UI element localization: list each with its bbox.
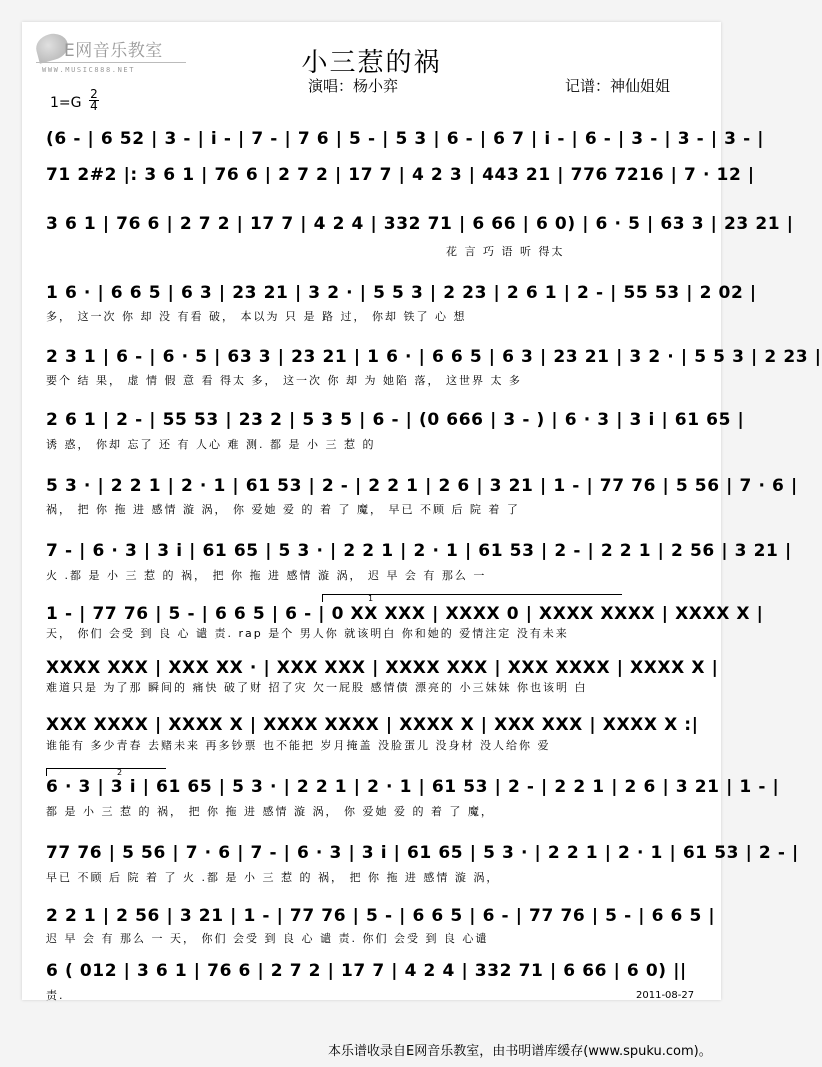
lyrics-line: 要个 结 果， 虚 情 假 意 看 得太 多， 这一次 你 却 为 她陷 落， 这世界 太 多 <box>46 374 522 387</box>
logo-url: WWW.MUSIC888.NET <box>42 66 136 74</box>
notes-line: 1 - | 77 76 | 5 - | 6 6 5 | 6 - | 0 XX XXX | XXXX 0 | XXXX XXXX | XXXX X | <box>46 604 764 624</box>
notes-line: 71 2#2 |: 3 6 1 | 76 6 | 2 7 2 | 17 7 | 4 2 3 | 443 21 | 776 7216 | 7 · 12 | <box>46 165 755 185</box>
lyrics-line: 责. <box>46 989 65 1002</box>
scribe-credit: 记谱：神仙姐姐 <box>565 77 671 95</box>
notes-line: (6 - | 6 52 | 3 - | i - | 7 - | 7 6 | 5 - | 5 3 | 6 - | 6 7 | i - | 6 - | 3 - | 3 - | 3 - | <box>46 129 765 149</box>
lyrics-line: 早已 不顾 后 院 着 了 火 .都 是 小 三 惹 的 祸， 把 你 拖 进 感情 漩 涡， <box>46 871 500 884</box>
lyrics-line: 花 言 巧 语 听 得太 <box>446 245 565 258</box>
notes-line: 5 3 · | 2 2 1 | 2 · 1 | 61 53 | 2 - | 2 2 1 | 2 6 | 3 21 | 1 - | 77 76 | 5 56 | 7 · 6 | <box>46 476 798 496</box>
time-signature-top: 2 <box>90 87 98 101</box>
lyrics-line: 祸， 把 你 拖 进 感情 漩 涡， 你 爱她 爱 的 着 了 魔， 早已 不顾 后 院 着 了 <box>46 503 520 516</box>
notes-line: 2 2 1 | 2 56 | 3 21 | 1 - | 77 76 | 5 - | 6 6 5 | 6 - | 77 76 | 5 - | 6 6 5 | <box>46 906 716 926</box>
second-ending-bracket <box>46 768 166 776</box>
second-ending-number: 2 <box>117 768 123 777</box>
transcription-date: 2011-08-27 <box>636 990 695 1001</box>
notes-line: 7 - | 6 · 3 | 3 i | 61 65 | 5 3 · | 2 2 1 | 2 · 1 | 61 53 | 2 - | 2 2 1 | 2 56 | 3 21 | <box>46 541 792 561</box>
lyrics-line: 都 是 小 三 惹 的 祸， 把 你 拖 进 感情 漩 涡， 你 爱她 爱 的 着 了 魔， <box>46 805 494 818</box>
notes-line: 6 · 3 | 3 i | 61 65 | 5 3 · | 2 2 1 | 2 · 1 | 61 53 | 2 - | 2 2 1 | 2 6 | 3 21 | 1 - | <box>46 777 780 797</box>
lyrics-line: 迟 早 会 有 那么 一 天， 你们 会受 到 良 心 谴 责. 你们 会受 到 良 心谴 <box>46 932 489 945</box>
notes-line: 2 6 1 | 2 - | 55 53 | 23 2 | 5 3 5 | 6 - | (0 666 | 3 - ) | 6 · 3 | 3 i | 61 65 | <box>46 410 745 430</box>
song-title: 小三惹的祸 <box>301 48 442 78</box>
notes-line: 6 ( 012 | 3 6 1 | 76 6 | 2 7 2 | 17 7 | 4 2 4 | 332 71 | 6 66 | 6 0) || <box>46 961 687 981</box>
key-signature: 1=G <box>50 95 82 111</box>
singer-credit: 演唱：杨小弈 <box>308 77 399 95</box>
source-footer: 本乐谱收录自E网音乐教室，由书明谱库缓存(www.spuku.com)。 <box>328 1044 712 1059</box>
notes-line: XXX XXXX | XXXX X | XXXX XXXX | XXXX X | XXX XXX | XXXX X :| <box>46 715 699 735</box>
time-signature <box>89 89 99 112</box>
first-ending-bracket <box>322 594 622 602</box>
lyrics-line: 谁能有 多少青春 去赌未来 再多钞票 也不能把 岁月掩盖 没脸蛋儿 没身材 没人给你 爱 <box>46 739 551 752</box>
first-ending-number: 1 <box>368 594 374 603</box>
notes-line: 77 76 | 5 56 | 7 · 6 | 7 - | 6 · 3 | 3 i | 61 65 | 5 3 · | 2 2 1 | 2 · 1 | 61 53 | 2 - | <box>46 843 799 863</box>
logo-text: E网音乐教室 <box>64 41 163 61</box>
notes-line: XXXX XXX | XXX XX · | XXX XXX | XXXX XXX | XXX XXXX | XXXX X | <box>46 658 719 678</box>
lyrics-line: 难道只是 为了那 瞬间的 痛快 破了财 招了灾 欠一屁股 感情债 漂亮的 小三妹妹 你也该明 白 <box>46 681 588 694</box>
lyrics-line: 诱 惑， 你却 忘了 还 有 人心 难 测. 都 是 小 三 惹 的 <box>46 438 376 451</box>
notes-line: 2 3 1 | 6 - | 6 · 5 | 63 3 | 23 21 | 1 6 · | 6 6 5 | 6 3 | 23 21 | 3 2 · | 5 5 3 | 2 23 | <box>46 347 822 367</box>
lyrics-line: 多， 这一次 你 却 没 有看 破， 本以为 只 是 路 过， 你却 铁了 心 想 <box>46 310 467 323</box>
notes-line: 1 6 · | 6 6 5 | 6 3 | 23 21 | 3 2 · | 5 5 3 | 2 23 | 2 6 1 | 2 - | 55 53 | 2 02 | <box>46 283 757 303</box>
lyrics-line: 天， 你们 会受 到 良 心 谴 责. rap 是个 男人你 就该明白 你和她的 爱情注定 没有未来 <box>46 627 569 640</box>
notes-line: 3 6 1 | 76 6 | 2 7 2 | 17 7 | 4 2 4 | 332 71 | 6 66 | 6 0) | 6 · 5 | 63 3 | 23 21 | <box>46 214 794 234</box>
lyrics-line <box>46 190 706 206</box>
lyrics-line: 火 .都 是 小 三 惹 的 祸， 把 你 拖 进 感情 漩 涡， 迟 早 会 有 那么 一 <box>46 569 487 582</box>
time-signature-bottom: 4 <box>90 99 98 113</box>
